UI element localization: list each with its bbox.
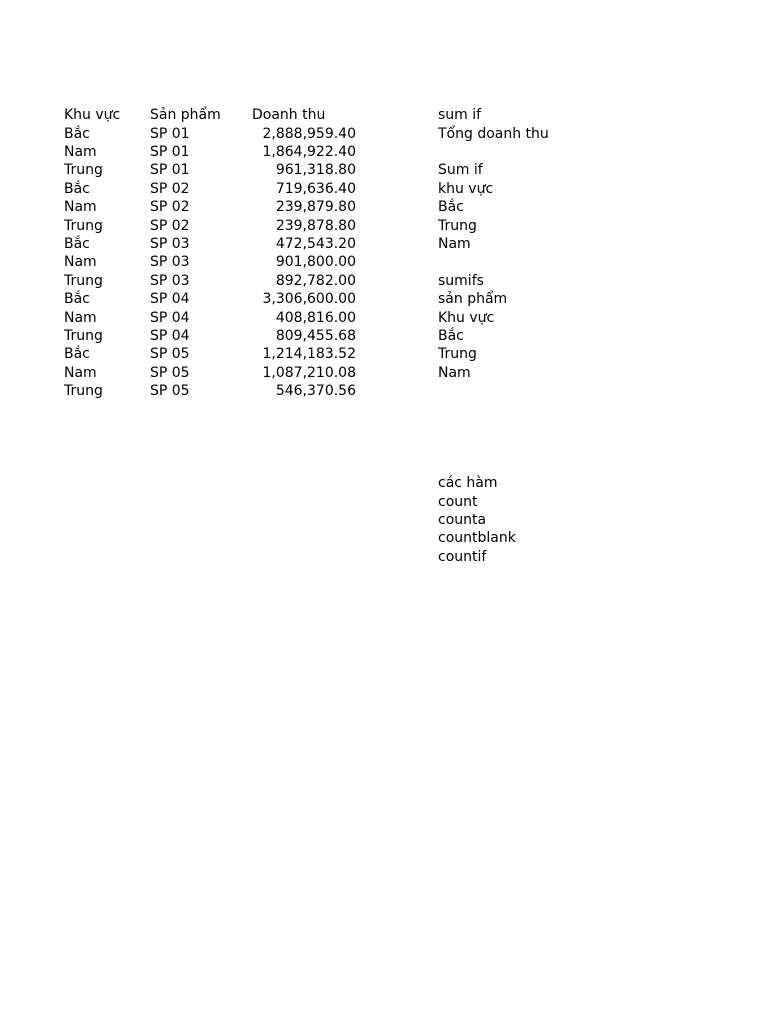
row-7-product[interactable]: SP 03 xyxy=(150,235,190,252)
functions-title[interactable]: các hàm xyxy=(438,475,498,491)
row-1-region[interactable]: Bắc xyxy=(64,125,90,142)
function-countblank[interactable]: countblank xyxy=(438,530,516,546)
row-11-region[interactable]: Nam xyxy=(64,309,97,326)
row-2-region[interactable]: Nam xyxy=(64,144,97,160)
row-1-revenue[interactable]: 2,888,959.40 xyxy=(262,125,356,142)
row-3-product[interactable]: SP 01 xyxy=(150,162,190,178)
row-14-region[interactable]: Nam xyxy=(64,364,97,381)
row-13-revenue[interactable]: 1,214,183.52 xyxy=(262,346,356,362)
sumifs-region-trung[interactable]: Trung xyxy=(438,346,477,362)
row-15-revenue[interactable]: 546,370.56 xyxy=(275,383,356,399)
sumif2-title[interactable]: Sum if xyxy=(438,162,483,178)
sumif2-region-bac[interactable]: Bắc xyxy=(438,199,464,215)
function-countif[interactable]: countif xyxy=(438,548,487,565)
row-12-revenue[interactable]: 809,455.68 xyxy=(275,327,356,344)
header-revenue[interactable]: Doanh thu xyxy=(252,107,326,123)
sumifs-region-bac[interactable]: Bắc xyxy=(438,327,464,344)
row-5-product[interactable]: SP 02 xyxy=(150,199,190,215)
row-3-region[interactable]: Trung xyxy=(64,162,103,178)
row-3-revenue[interactable]: 961,318.80 xyxy=(275,162,356,178)
row-2-product[interactable]: SP 01 xyxy=(150,144,190,160)
row-12-region[interactable]: Trung xyxy=(64,327,103,344)
row-8-product[interactable]: SP 03 xyxy=(150,254,190,270)
row-15-region[interactable]: Trung xyxy=(64,383,103,399)
sumifs-title[interactable]: sumifs xyxy=(438,272,484,289)
sumifs-product-label[interactable]: sản phẩm xyxy=(438,291,508,307)
header-region[interactable]: Khu vực xyxy=(64,107,121,123)
row-7-revenue[interactable]: 472,543.20 xyxy=(275,235,356,252)
function-counta[interactable]: counta xyxy=(438,512,487,528)
row-4-revenue[interactable]: 719,636.40 xyxy=(275,180,356,197)
row-11-revenue[interactable]: 408,816.00 xyxy=(275,309,356,326)
sumif-title[interactable]: sum if xyxy=(438,107,482,123)
row-13-product[interactable]: SP 05 xyxy=(150,346,190,362)
row-10-region[interactable]: Bắc xyxy=(64,291,90,307)
function-count[interactable]: count xyxy=(438,493,478,510)
sumif2-region-nam[interactable]: Nam xyxy=(438,235,471,252)
sumif2-region-trung[interactable]: Trung xyxy=(438,217,477,234)
row-4-product[interactable]: SP 02 xyxy=(150,180,190,197)
row-8-revenue[interactable]: 901,800.00 xyxy=(275,254,356,270)
row-10-revenue[interactable]: 3,306,600.00 xyxy=(262,291,356,307)
row-14-revenue[interactable]: 1,087,210.08 xyxy=(262,364,356,381)
row-8-region[interactable]: Nam xyxy=(64,254,97,270)
row-6-revenue[interactable]: 239,878.80 xyxy=(275,217,356,234)
sumifs-region-label[interactable]: Khu vực xyxy=(438,309,495,326)
row-6-product[interactable]: SP 02 xyxy=(150,217,190,234)
row-11-product[interactable]: SP 04 xyxy=(150,309,190,326)
sumifs-region-nam[interactable]: Nam xyxy=(438,364,471,381)
row-9-revenue[interactable]: 892,782.00 xyxy=(275,272,356,289)
row-9-product[interactable]: SP 03 xyxy=(150,272,190,289)
row-12-product[interactable]: SP 04 xyxy=(150,327,190,344)
row-5-region[interactable]: Nam xyxy=(64,199,97,215)
row-9-region[interactable]: Trung xyxy=(64,272,103,289)
row-2-revenue[interactable]: 1,864,922.40 xyxy=(262,144,356,160)
sumif2-region-label[interactable]: khu vực xyxy=(438,180,494,197)
row-13-region[interactable]: Bắc xyxy=(64,346,90,362)
row-10-product[interactable]: SP 04 xyxy=(150,291,190,307)
row-7-region[interactable]: Bắc xyxy=(64,235,90,252)
row-15-product[interactable]: SP 05 xyxy=(150,383,190,399)
row-5-revenue[interactable]: 239,879.80 xyxy=(275,199,356,215)
total-revenue-label[interactable]: Tổng doanh thu xyxy=(438,125,549,142)
row-4-region[interactable]: Bắc xyxy=(64,180,90,197)
row-14-product[interactable]: SP 05 xyxy=(150,364,190,381)
header-product[interactable]: Sản phẩm xyxy=(150,107,221,123)
row-6-region[interactable]: Trung xyxy=(64,217,103,234)
row-1-product[interactable]: SP 01 xyxy=(150,125,190,142)
